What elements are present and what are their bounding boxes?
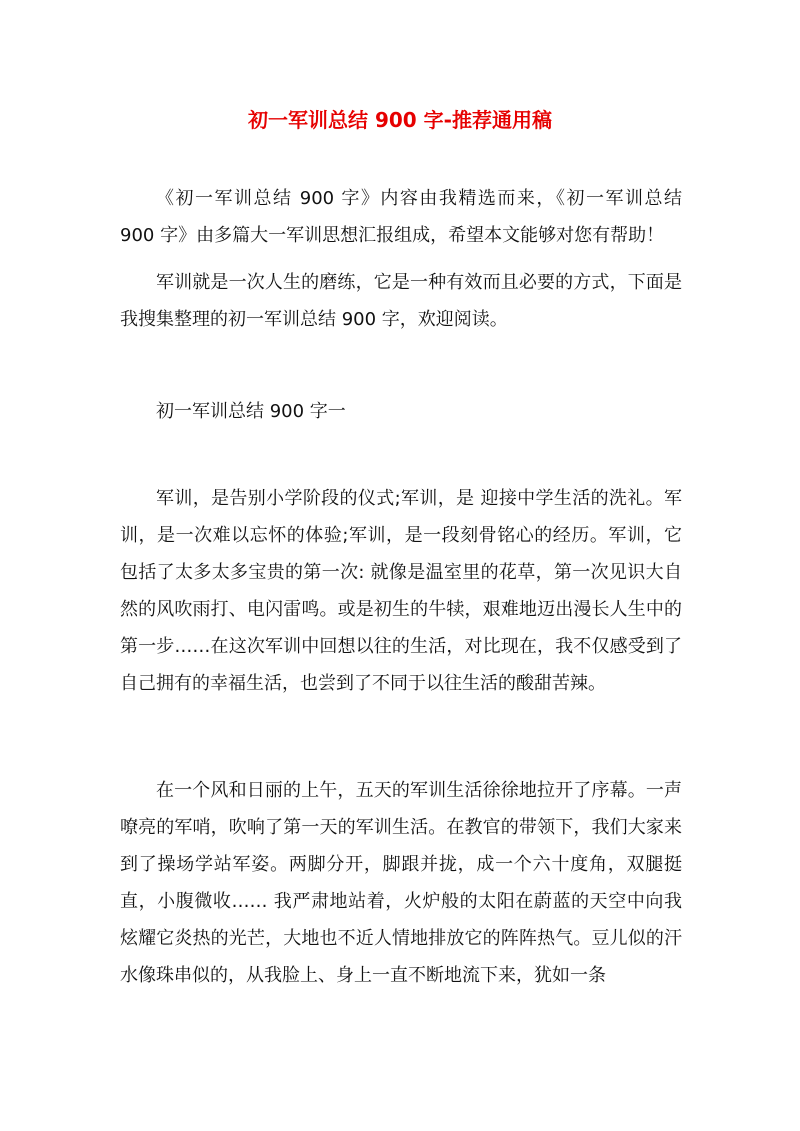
intro-paragraph: 军训就是一次人生的磨练，它是一种有效而且必要的方式，下面是我搜集整理的初一军训总结 900 字，欢迎阅读。: [120, 272, 682, 330]
document-title: 初一军训总结 900 字-推荐通用稿: [248, 108, 552, 132]
intro-section: [120, 180, 682, 338]
body-section-1: [120, 480, 682, 702]
section-heading: 初一军训总结 900 字一: [156, 401, 346, 422]
body-section-2: [120, 772, 682, 994]
intro-paragraph: 《初一军训总结 900 字》内容由我精选而来，《初一军训总结 900 字》由多篇大一军训思想汇报组成，希望本文能够对您有帮助！: [120, 188, 682, 246]
body-paragraph: 在一个风和日丽的上午，五天的军训生活徐徐地拉开了序幕。一声嘹亮的军哨，吹响了第一天的军训生活。在教官的带领下，我们大家来到了操场学站军姿。两脚分开，脚跟并拢，成一个六十度角，双腿挺直，小腹微收…… 我严肃地站着，火炉般的太阳在蔚蓝的天空中向我炫耀它炎热的光芒，大地也不近人情地排放它的阵阵热气。豆儿似的汗水像珠串似的，从我脸上、身上一直不断地流下来，犹如一条: [120, 780, 682, 986]
body-paragraph: 军训，是告别小学阶段的仪式;军训，是 迎接中学生活的洗礼。军训，是一次难以忘怀的体验;军训，是一段刻骨铭心的经历。军训，它包括了太多太多宝贵的第一次: 就像是温室里的花草，第一次见识大自然的风吹雨打、电闪雷鸣。或是初生的牛犊，艰难地迈出漫长人生中的第一步……在这次军训中回想以往的生活，对比现在，我不仅感受到了自己拥有的幸福生活，也尝到了不同于以往生活的酸甜苦辣。: [120, 488, 682, 694]
